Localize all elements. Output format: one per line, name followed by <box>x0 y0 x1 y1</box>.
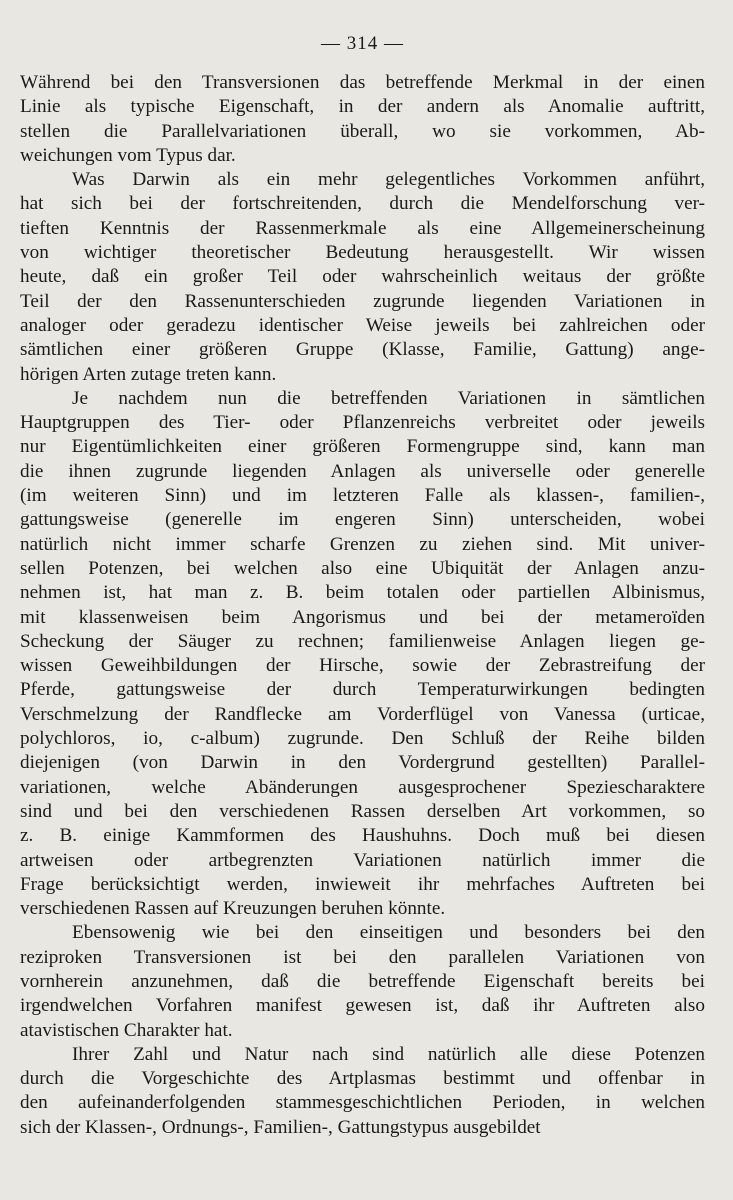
text-line: Pferde, gattungsweise der durch Temperaturwirkungen bedingten <box>20 679 705 701</box>
page-number: — 314 — <box>321 33 404 54</box>
paragraph <box>20 921 705 1042</box>
text-line: natürlich nicht immer scharfe Grenzen zu ziehen sind. Mit univer- <box>20 533 705 555</box>
text-line: Je nachdem nun die betreffenden Variationen in sämtlichen <box>72 387 705 409</box>
text-line: gattungsweise (generelle im engeren Sinn) unterscheiden, wobei <box>20 509 705 531</box>
text-line: tieften Kenntnis der Rassenmerkmale als eine Allgemeinerscheinung <box>20 217 705 239</box>
text-line: von wichtiger theoretischer Bedeutung herausgestellt. Wir wissen <box>20 242 705 264</box>
paragraph <box>20 1043 705 1140</box>
text-line: Ihrer Zahl und Natur nach sind natürlich alle diese Potenzen <box>72 1043 705 1065</box>
text-line: den aufeinanderfolgenden stammesgeschichtlichen Perioden, in welchen <box>20 1092 705 1114</box>
text-line: Frage berücksichtigt werden, inwieweit ihr mehrfaches Auftreten bei <box>20 873 705 895</box>
text-line: z. B. einige Kammformen des Haushuhns. Doch muß bei diesen <box>20 825 705 847</box>
text-line: wissen Geweihbildungen der Hirsche, sowie der Zebrastreifung der <box>20 655 705 677</box>
text-body <box>20 71 705 1140</box>
text-line: atavistischen Charakter hat. <box>20 1019 233 1041</box>
text-line: Scheckung der Säuger zu rechnen; familienweise Anlagen liegen ge- <box>20 630 705 652</box>
text-line: hörigen Arten zutage treten kann. <box>20 363 277 385</box>
text-line: heute, daß ein großer Teil oder wahrscheinlich weitaus der größte <box>20 266 705 288</box>
text-line: reziproken Transversionen ist bei den parallelen Variationen von <box>20 946 705 968</box>
text-line: mit klassenweisen beim Angorismus und bei der metameroïden <box>20 606 705 628</box>
paragraph <box>20 387 705 922</box>
text-line: irgendwelchen Vorfahren manifest gewesen ist, daß ihr Auftreten also <box>20 995 705 1017</box>
text-line: (im weiteren Sinn) und im letzteren Falle als klassen-, familien-, <box>20 485 705 507</box>
text-line: diejenigen (von Darwin in den Vordergrund gestellten) Parallel- <box>20 752 705 774</box>
paragraph <box>20 168 705 387</box>
text-line: variationen, welche Abänderungen ausgesprochener Speziescharaktere <box>20 776 705 798</box>
text-line: sind und bei den verschiedenen Rassen derselben Art vorkommen, so <box>20 800 705 822</box>
text-line: Was Darwin als ein mehr gelegentliches Vorkommen anführt, <box>72 169 705 191</box>
text-line: die ihnen zugrunde liegenden Anlagen als universelle oder generelle <box>20 460 705 482</box>
text-line: Ebensowenig wie bei den einseitigen und besonders bei den <box>72 922 705 944</box>
text-line: Verschmelzung der Randflecke am Vorderflügel von Vanessa (urticae, <box>20 703 705 725</box>
text-line: Teil der den Rassenunterschieden zugrunde liegenden Variationen in <box>20 290 705 312</box>
text-line: nehmen ist, hat man z. B. beim totalen oder partiellen Albinismus, <box>20 582 705 604</box>
paragraph <box>20 71 705 168</box>
text-line: polychloros, io, c-album) zugrunde. Den Schluß der Reihe bilden <box>20 728 705 750</box>
text-line: sämtlichen einer größeren Gruppe (Klasse, Familie, Gattung) ange- <box>20 339 705 361</box>
text-line: vornherein anzunehmen, daß die betreffende Eigenschaft bereits bei <box>20 970 705 992</box>
text-line: Linie als typische Eigenschaft, in der andern als Anomalie auftritt, <box>20 96 705 118</box>
text-line: sellen Potenzen, bei welchen also eine Ubiquität der Anlagen anzu- <box>20 557 705 579</box>
text-line: Hauptgruppen des Tier- oder Pflanzenreichs verbreitet oder jeweils <box>20 412 705 434</box>
text-line: stellen die Parallelvariationen überall, wo sie vorkommen, Ab- <box>20 120 705 142</box>
text-line: weichungen vom Typus dar. <box>20 144 236 166</box>
text-line: analoger oder geradezu identischer Weise jeweils bei zahlreichen oder <box>20 314 705 336</box>
text-line: hat sich bei der fortschreitenden, durch die Mendelforschung ver- <box>20 193 705 215</box>
text-line: durch die Vorgeschichte des Artplasmas bestimmt und offenbar in <box>20 1068 705 1090</box>
text-line: sich der Klassen-, Ordnungs-, Familien-, Gattungstypus ausgebildet <box>20 1116 541 1138</box>
text-line: artweisen oder artbegrenzten Variationen natürlich immer die <box>20 849 705 871</box>
text-line: nur Eigentümlichkeiten einer größeren Formengruppe sind, kann man <box>20 436 705 458</box>
text-line: Während bei den Transversionen das betreffende Merkmal in der einen <box>20 72 705 93</box>
text-line: verschiedenen Rassen auf Kreuzungen beruhen könnte. <box>20 898 446 920</box>
